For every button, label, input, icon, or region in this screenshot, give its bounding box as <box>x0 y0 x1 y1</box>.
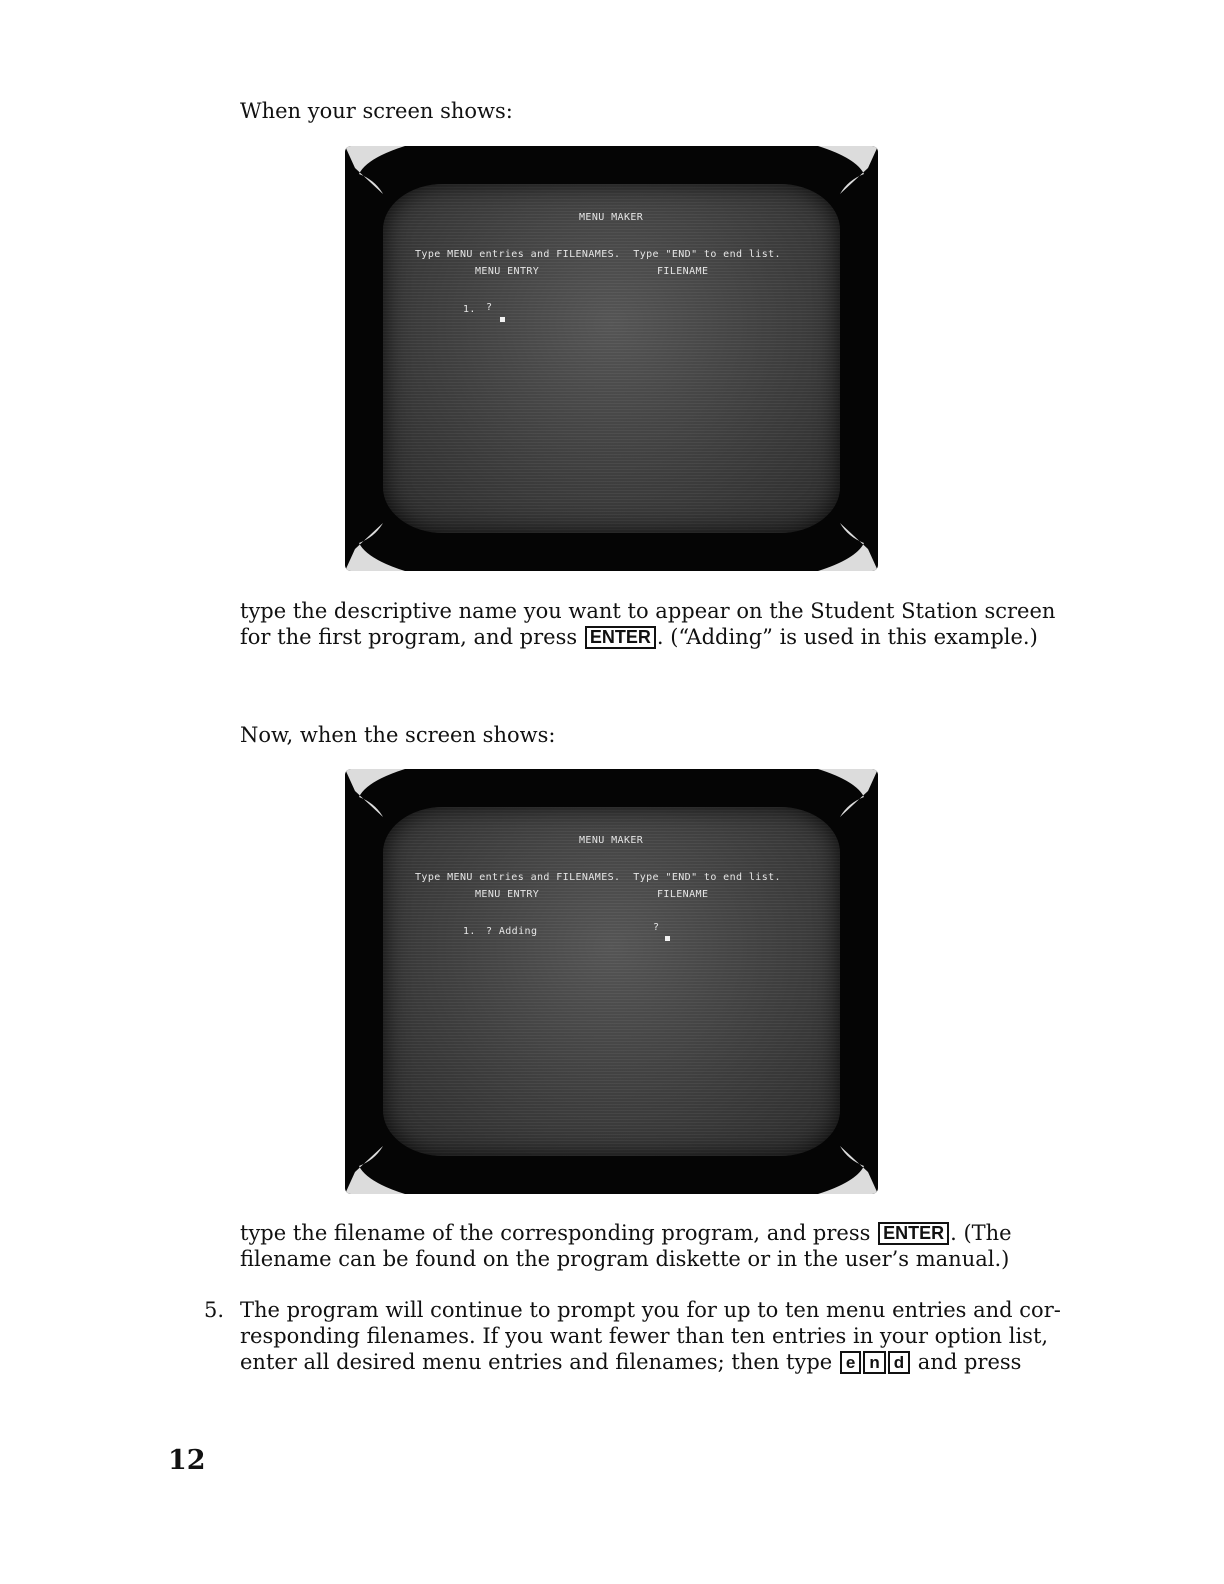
item5-line3-pre: enter all desired menu entries and filenames; then type <box>240 1350 839 1374</box>
page-number: 12 <box>168 1445 206 1476</box>
key-e: e <box>840 1351 861 1374</box>
screen-title: MENU MAKER <box>579 835 644 846</box>
screenshot-menu-maker-2 <box>345 769 878 1194</box>
item5-line2: responding filenames. If you want fewer than ten entries in your option list, <box>240 1324 1049 1348</box>
column-menu-entry: MENU ENTRY <box>475 889 540 900</box>
row-prompt: ? <box>486 302 493 313</box>
step2-line1-pre: type the filename of the corresponding program, and press <box>240 1221 878 1245</box>
screen-instruction: Type MENU entries and FILENAMES. Type "END" to end list. <box>415 249 781 260</box>
screen-title: MENU MAKER <box>579 212 644 223</box>
row-number: 1. <box>463 304 476 315</box>
key-n: n <box>863 1351 885 1374</box>
step1-line2-pre: for the first program, and press <box>240 625 584 649</box>
crt-screen-1 <box>383 184 840 533</box>
step1-line2-post: . (“Adding” is used in this example.) <box>656 625 1038 649</box>
step2-line1-post: . (The <box>950 1221 1012 1245</box>
intro-text-2: Now, when the screen shows: <box>240 723 556 747</box>
screenshot-menu-maker-1 <box>345 146 878 571</box>
crt-screen-2 <box>383 807 840 1156</box>
step2-line2: filename can be found on the program diskette or in the user’s manual.) <box>240 1247 1010 1271</box>
text-cursor <box>665 936 670 941</box>
enter-key: ENTER <box>585 626 656 649</box>
column-menu-entry: MENU ENTRY <box>475 266 540 277</box>
step2-text <box>240 1220 1080 1272</box>
key-d: d <box>888 1351 910 1374</box>
column-filename: FILENAME <box>657 889 709 900</box>
item-number: 5. <box>204 1298 225 1322</box>
item5-text <box>240 1297 1080 1375</box>
row-prompt: ? Adding <box>486 926 538 937</box>
step1-text <box>240 598 1080 650</box>
text-cursor <box>500 317 505 322</box>
row-number: 1. <box>463 926 476 937</box>
enter-key: ENTER <box>878 1222 949 1245</box>
step1-line1: type the descriptive name you want to appear on the Student Station screen <box>240 599 1056 623</box>
intro-text-1: When your screen shows: <box>240 99 513 123</box>
item5-line1: The program will continue to prompt you for up to ten menu entries and cor- <box>240 1298 1061 1322</box>
column-filename: FILENAME <box>657 266 709 277</box>
filename-prompt: ? <box>653 922 660 933</box>
screen-instruction: Type MENU entries and FILENAMES. Type "END" to end list. <box>415 872 781 883</box>
item5-line3-post: and press <box>911 1350 1022 1374</box>
